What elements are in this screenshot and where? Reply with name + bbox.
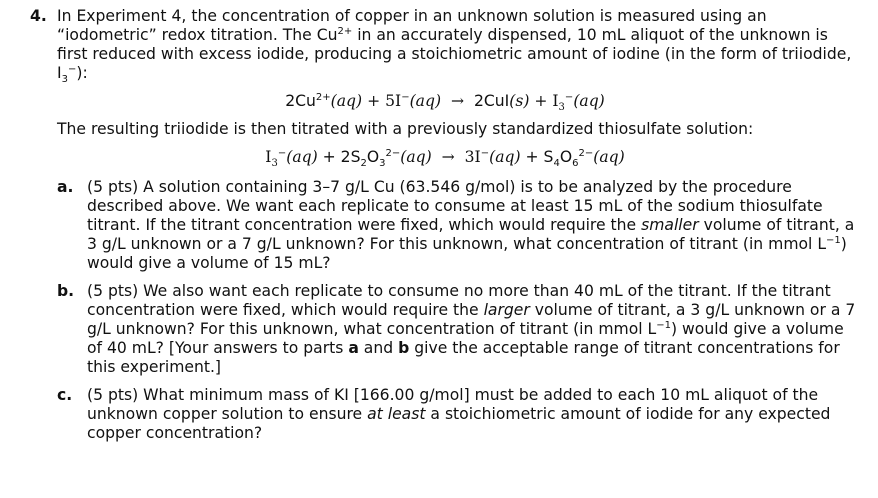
eq1-arrow: → <box>441 92 474 110</box>
eq1-triiodide-state: (aq) <box>573 92 605 110</box>
eq1-iodide-state: (aq) <box>409 92 442 110</box>
sub-questions <box>30 178 860 443</box>
eq1-product-triiodide: + I <box>529 92 559 110</box>
part-b-unit-exponent: −1 <box>656 319 671 331</box>
eq1-cu-charge: 2+ <box>315 91 331 103</box>
eq2-reactant-triiodide: I <box>265 148 272 166</box>
part-c-label: c. <box>57 386 73 404</box>
intro-cu-charge: 2+ <box>337 25 353 37</box>
problem-number: 4. <box>30 7 47 25</box>
eq1-cu-state: (aq) <box>330 92 363 110</box>
part-b-text-1: (5 pts) We also want each replicate to consume no more than 40 mL of the titrant. If the titrant concentration were fixed, which would require the <box>87 282 831 319</box>
eq2-product-iodide: 3I <box>464 148 481 166</box>
part-a-text-1: (5 pts) A solution containing 3–7 g/L Cu (63.546 g/mol) is to be analyzed by the procedure described above. We want each replicate to consume at least 15 mL of the sodium thiosulfate titrant. If the titrant concentration were fixed, which would require the <box>87 178 823 234</box>
eq2-reactant-thiosulfate: + 2S <box>317 148 361 166</box>
eq2-triiodide-subscript: 3 <box>271 158 278 170</box>
part-c-emphasis: at least <box>367 405 426 423</box>
part-b-text-2: volume of titrant, a 3 g/L unknown or a 7 g/L unknown? For this unknown, what concentration of titrant (in mmol L <box>87 301 856 338</box>
titration-equation <box>30 147 860 170</box>
intro-text-1: In Experiment 4, the concentration of copper in an unknown solution is measured using an “iodometric” redox titration. The Cu <box>57 7 767 44</box>
intro-text-3: ): <box>76 64 88 82</box>
part-a-text-3: ) would give a volume of 15 mL? <box>87 235 847 272</box>
eq2-tetrathionate-state: (aq) <box>593 148 625 166</box>
part-b <box>57 282 860 377</box>
eq1-triiodide-charge: − <box>564 91 574 103</box>
part-b-bold-b: b <box>398 339 410 357</box>
eq2-thiosulfate-o-subscript: 3 <box>379 158 386 170</box>
part-a <box>57 178 860 273</box>
eq2-tetrathionate-charge: 2− <box>578 147 594 159</box>
part-b-emphasis: larger <box>483 301 530 319</box>
part-b-label: b. <box>57 282 75 300</box>
transition-text: The resulting triiodide is then titrated with a previously standardized thiosulfate solution: <box>57 120 754 138</box>
eq1-product-cui: 2CuI <box>473 92 510 110</box>
eq1-reactant-cu: 2Cu <box>285 92 316 110</box>
eq2-triiodide-state: (aq) <box>286 148 318 166</box>
intro-triiodide-subscript: 3 <box>61 74 68 86</box>
eq2-thiosulfate-charge: 2− <box>385 147 401 159</box>
part-a-label: a. <box>57 178 74 196</box>
problem-4 <box>30 7 860 452</box>
eq2-thiosulfate-state: (aq) <box>400 148 432 166</box>
eq2-arrow: → <box>431 148 465 166</box>
eq1-reactant-iodide: + 5I <box>362 92 402 110</box>
part-b-text-4: give the acceptable range of titrant concentrations for this experiment.] <box>87 339 840 376</box>
eq1-triiodide-subscript: 3 <box>558 102 565 114</box>
part-c-text-2: a stoichiometric amount of iodide for any expected copper concentration? <box>87 405 831 442</box>
eq2-tetrathionate-o: O <box>559 148 573 166</box>
reduction-equation <box>30 91 860 114</box>
eq1-cui-state: (s) <box>509 92 530 110</box>
problem-intro <box>30 7 860 86</box>
eq2-iodide-state: (aq) <box>489 148 521 166</box>
eq2-tetrathionate-s-subscript: 4 <box>553 158 560 170</box>
part-b-text-3: ) would give a volume of 40 mL? [Your answers to parts <box>87 320 844 357</box>
eq2-iodide-charge: − <box>480 147 490 159</box>
intro-text-2: in an accurately dispensed, 10 mL aliquot of the unknown is first reduced with excess iodide, producing a stoichiometric amount of iodine (in the form of triiodide, I <box>57 26 852 82</box>
part-c <box>57 386 860 443</box>
eq2-product-tetrathionate: + S <box>520 148 554 166</box>
eq2-thiosulfate-o: O <box>366 148 380 166</box>
eq2-tetrathionate-o-subscript: 6 <box>572 158 579 170</box>
part-b-bold-a: a <box>348 339 359 357</box>
part-a-unit-exponent: −1 <box>826 234 841 246</box>
eq1-iodide-charge: − <box>401 91 410 103</box>
eq2-thiosulfate-s-subscript: 2 <box>360 158 367 170</box>
part-a-emphasis: smaller <box>641 216 699 234</box>
intro-triiodide-charge: − <box>67 63 77 75</box>
part-b-and: and <box>358 339 399 357</box>
part-a-text-2: volume of titrant, a 3 g/L unknown or a 7 g/L unknown? For this unknown, what concentration of titrant (in mmol L <box>87 216 855 253</box>
eq2-triiodide-charge: − <box>277 147 287 159</box>
part-c-text-1: (5 pts) What minimum mass of KI [166.00 g/mol] must be added to each 10 mL aliquot of the unknown copper solution to ensure <box>87 386 819 423</box>
